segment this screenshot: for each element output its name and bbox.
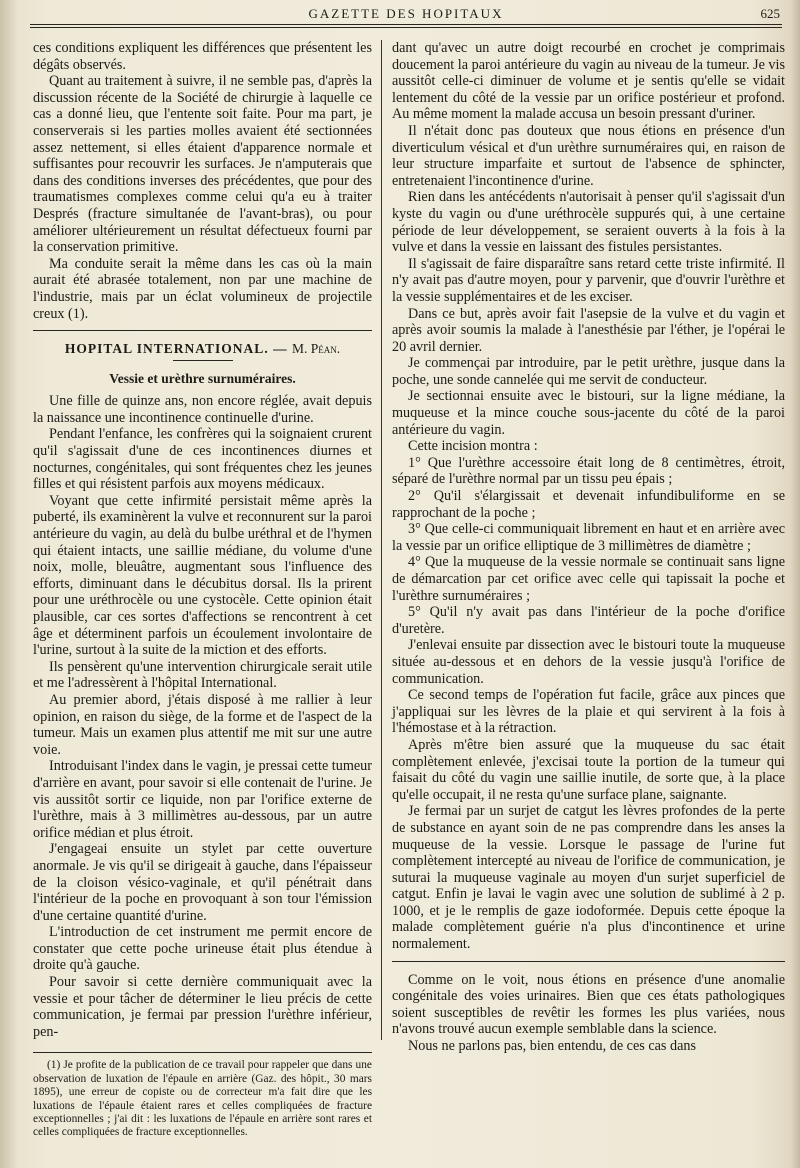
paragraph: Au premier abord, j'étais disposé à me rallier à leur opinion, en raison du siège, de la forme et de l'aspect de la tumeur. Mais un examen plus attentif me mit sur une autre voie. [33, 691, 372, 758]
page-number: 625 [760, 6, 780, 21]
left-column [33, 40, 372, 1140]
right-column [392, 40, 785, 1055]
paragraph: dant qu'avec un autre doigt recourbé en crochet je comprimais doucement la paroi antérieure du vagin au niveau de la tumeur. Je vis aussitôt celle-ci diminuer de volume et je sentis qu'elle se vidait lentement du côté de la vessie par un orifice postérieur et profond. Au même moment la malade accusa un besoin pressant d'uriner. [392, 40, 785, 123]
paragraph: Je fermai par un surjet de catgut les lèvres profondes de la perte de substance en ayant soin de ne pas comprendre dans les anses la muqueuse de la vessie. Lorsque le passage de l'urine fut complètement intercepté au niveau de l'orifice de communication, je suturai la muqueuse vaginale au moyen d'un surjet superficiel de catgut. Enfin je lavai le vagin avec une solution de sublimé à 2 p. 1000, et je le remplis de gaze iodoformée. Depuis cette époque la malade complètement guérie n'a plus d'incontinence et urine normalement. [392, 803, 785, 953]
paragraph: 2° Qu'il s'élargissait et devenait infundibuliforme en se rapprochant de la poche ; [392, 488, 785, 521]
journal-title: GAZETTE DES HOPITAUX [308, 6, 504, 21]
heading-underline [173, 360, 233, 361]
section-rule [33, 330, 372, 331]
paragraph: 3° Que celle-ci communiquait librement en haut et en arrière avec la vessie par un orifice elliptique de 3 millimètres de diamètre ; [392, 521, 785, 554]
paragraph: Il s'agissait de faire disparaître sans retard cette triste infirmité. Il n'y avait pas d'autre moyen, pour y parvenir, que d'ouvrir l'urèthre et la vessie supplémentaires et de les exciser. [392, 255, 785, 305]
paragraph: Après m'être bien assuré que la muqueuse du sac était complètement enlevée, j'excisai toute la portion de la tumeur qui faisait du côté du vagin une saillie inutile, de sorte que, à la place qu'elle occupait, il ne resta qu'une surface plane, saignante. [392, 736, 785, 803]
footnote [33, 1059, 372, 1139]
section-author: M. Péan. [291, 341, 341, 357]
paragraph: Pour savoir si cette dernière communiquait avec la vessie et pour tâcher de déterminer le lieu précis de cette communication, je fermai par pression l'urèthre inférieur, pen- [33, 974, 372, 1040]
page-header [30, 4, 782, 26]
header-rule [30, 24, 782, 28]
paragraph: 5° Qu'il n'y avait pas dans l'intérieur de la poche d'orifice d'uretère. [392, 604, 785, 637]
paragraph: 4° Que la muqueuse de la vessie normale se continuait sans ligne de démarcation par cet orifice avec celle qui tapissait la poche et l'urèthre surnuméraires ; [392, 554, 785, 604]
paragraph: Une fille de quinze ans, non encore réglée, avait depuis la naissance une incontinence continuelle d'urine. [33, 393, 372, 426]
paragraph: Nous ne parlons pas, bien entendu, de ces cas dans [408, 1038, 697, 1055]
article-subhead: Vessie et urèthre surnuméraires. [109, 370, 296, 386]
paragraph: 1° Que l'urèthre accessoire était long de 8 centimètres, étroit, séparé de l'urèthre normal par un tissu peu épais ; [392, 454, 785, 488]
section-title: HOPITAL INTERNATIONAL. — [64, 341, 288, 357]
paragraph: Ils pensèrent qu'une intervention chirurgicale serait utile et me l'adressèrent à l'hôpital International. [33, 658, 372, 692]
footnote-rule [33, 1052, 372, 1053]
footnote-text: (1) Je profite de la publication de ce travail pour rappeler que dans une observation de luxation de l'épaule en arrière (Gaz. des hôpit., 30 mars 1895), une erreur de copiste ou de correcteur m'a fait dire que les luxations de l'épaule étaient rares et celles compliquées de fracture exceptionnelles ; j'ai dit : les luxations de l'épaule en arrière sont rares et celles compliquées de fracture exceptionnelles. [33, 1059, 372, 1139]
paragraph: Cette incision montra : [408, 438, 538, 455]
section-heading [33, 341, 372, 361]
paragraph: Ce second temps de l'opération fut facile, grâce aux pinces que j'appliquai sur les lèvres de la plaie et qui servirent à la fois à l'hémostase et à la rétraction. [392, 687, 785, 737]
paragraph: Rien dans les antécédents n'autorisait à penser qu'il s'agissait d'un kyste du vagin ou d'une uréthrocèle suppurés qui, à une certaine période de leur développement, se seraient ouverts à la fois à la vulve et dans la vessie en laissant des fistules persistantes. [392, 189, 785, 256]
paragraph: J'engageai ensuite un stylet par cette ouverture anormale. Je vis qu'il se dirigeait à gauche, dans l'épaisseur de la cloison vésico-vaginale, et qu'il pénétrait dans l'intérieur de la poche en provoquant à son tour l'émission d'une certaine quantité d'urine. [33, 841, 372, 924]
paragraph: Dans ce but, après avoir fait l'asepsie de la vulve et du vagin et après avoir soumis la malade à l'anesthésie par l'éther, je l'opérai le 20 avril dernier. [392, 305, 785, 355]
column-divider [381, 40, 382, 1040]
paragraph: Il n'était donc pas douteux que nous étions en présence d'un diverticulum vésical et d'un urèthre surnuméraires qui, en raison de leur structure imparfaite et surtout de l'absence de sphincter, entretenaient l'incontinence d'urine. [392, 122, 785, 189]
section-separator [392, 961, 785, 962]
paragraph: L'introduction de cet instrument me permit encore de constater que cette poche urineuse était plus étendue à droite qu'à gauche. [33, 924, 372, 974]
paragraph: ces conditions expliquent les différences que présentent les dégâts observés. [33, 40, 372, 73]
paragraph: Je sectionnai ensuite avec le bistouri, sur la ligne médiane, la muqueuse et la mince couche sous-jacente du côté de la paroi antérieure du vagin. [392, 388, 785, 438]
paragraph: Introduisant l'index dans le vagin, je pressai cette tumeur d'arrière en avant, pour savoir si elle contenait de l'urine. Je vis aussitôt sortir ce liquide, non par l'orifice externe de l'urèthre, mais à 3 millimètres au-dessous, par un autre orifice médian et plus étroit. [33, 758, 372, 841]
paragraph: Ma conduite serait la même dans les cas où la main aurait été abrasée totalement, non par une machine de l'industrie, mais par un éclat volumineux de projectile creux (1). [33, 255, 372, 322]
paragraph: Comme on le voit, nous étions en présence d'une anomalie congénitale des voies urinaires. Bien que ces états pathologiques soient susceptibles de revêtir les formes les plus variées, nous n'avons trouvé aucun exemple semblable dans la science. [392, 971, 785, 1038]
paragraph: Quant au traitement à suivre, il ne semble pas, d'après la discussion récente de la Société de chirurgie à laquelle ce cas a donné lieu, que l'entente soit faite. Pour ma part, je conserverais si les parties molles avaient été sectionnées assez nettement, si elles étaient d'apparence normale et suffisantes pour recouvrir les surfaces. Je n'amputerais que dans des conditions inverses des précédentes, que pour des traumatismes complexes comme celui qu'a eu à traiter Després (fracture simultanée de l'avant-bras), ou pour améliorer ultérieurement un résultat défectueux fourni par la conservation primitive. [33, 73, 372, 256]
paragraph: Voyant que cette infirmité persistait même après la puberté, ils examinèrent la vulve et reconnurent sur la paroi antérieure du vagin, au delà du bulbe uréthral et de l'hymen qui étaient intacts, une saillie médiane, du volume d'une noix, molle, bleuâtre, augmentant sous l'influence des efforts, diminuant dans le décubitus dorsal. Ils la prirent pour une uréthrocèle ou une cystocèle. Cette opinion était plausible, car ces sortes d'affections se rencontrent à cet âge et déterminent parfois un écoulement involontaire de l'urine, surtout à la suite de la miction et des efforts. [33, 492, 372, 659]
page-edge-shadow [790, 0, 800, 1168]
paragraph: Je commençai par introduire, par le petit urèthre, jusque dans la poche, une sonde cannelée qui me servit de conducteur. [392, 355, 785, 388]
paragraph: Pendant l'enfance, les confrères qui la soignaient crurent qu'il s'agissait d'une de ces incontinences diurnes et nocturnes, congénitales, qui sont fréquentes chez les jeunes filles et qui résistent parfois aux moyens médicaux. [33, 426, 372, 493]
binding-shadow [0, 0, 18, 1168]
paragraph: J'enlevai ensuite par dissection avec le bistouri toute la muqueuse située au-dessous et en dehors de la vessie jusqu'à l'orifice de communication. [392, 637, 785, 687]
